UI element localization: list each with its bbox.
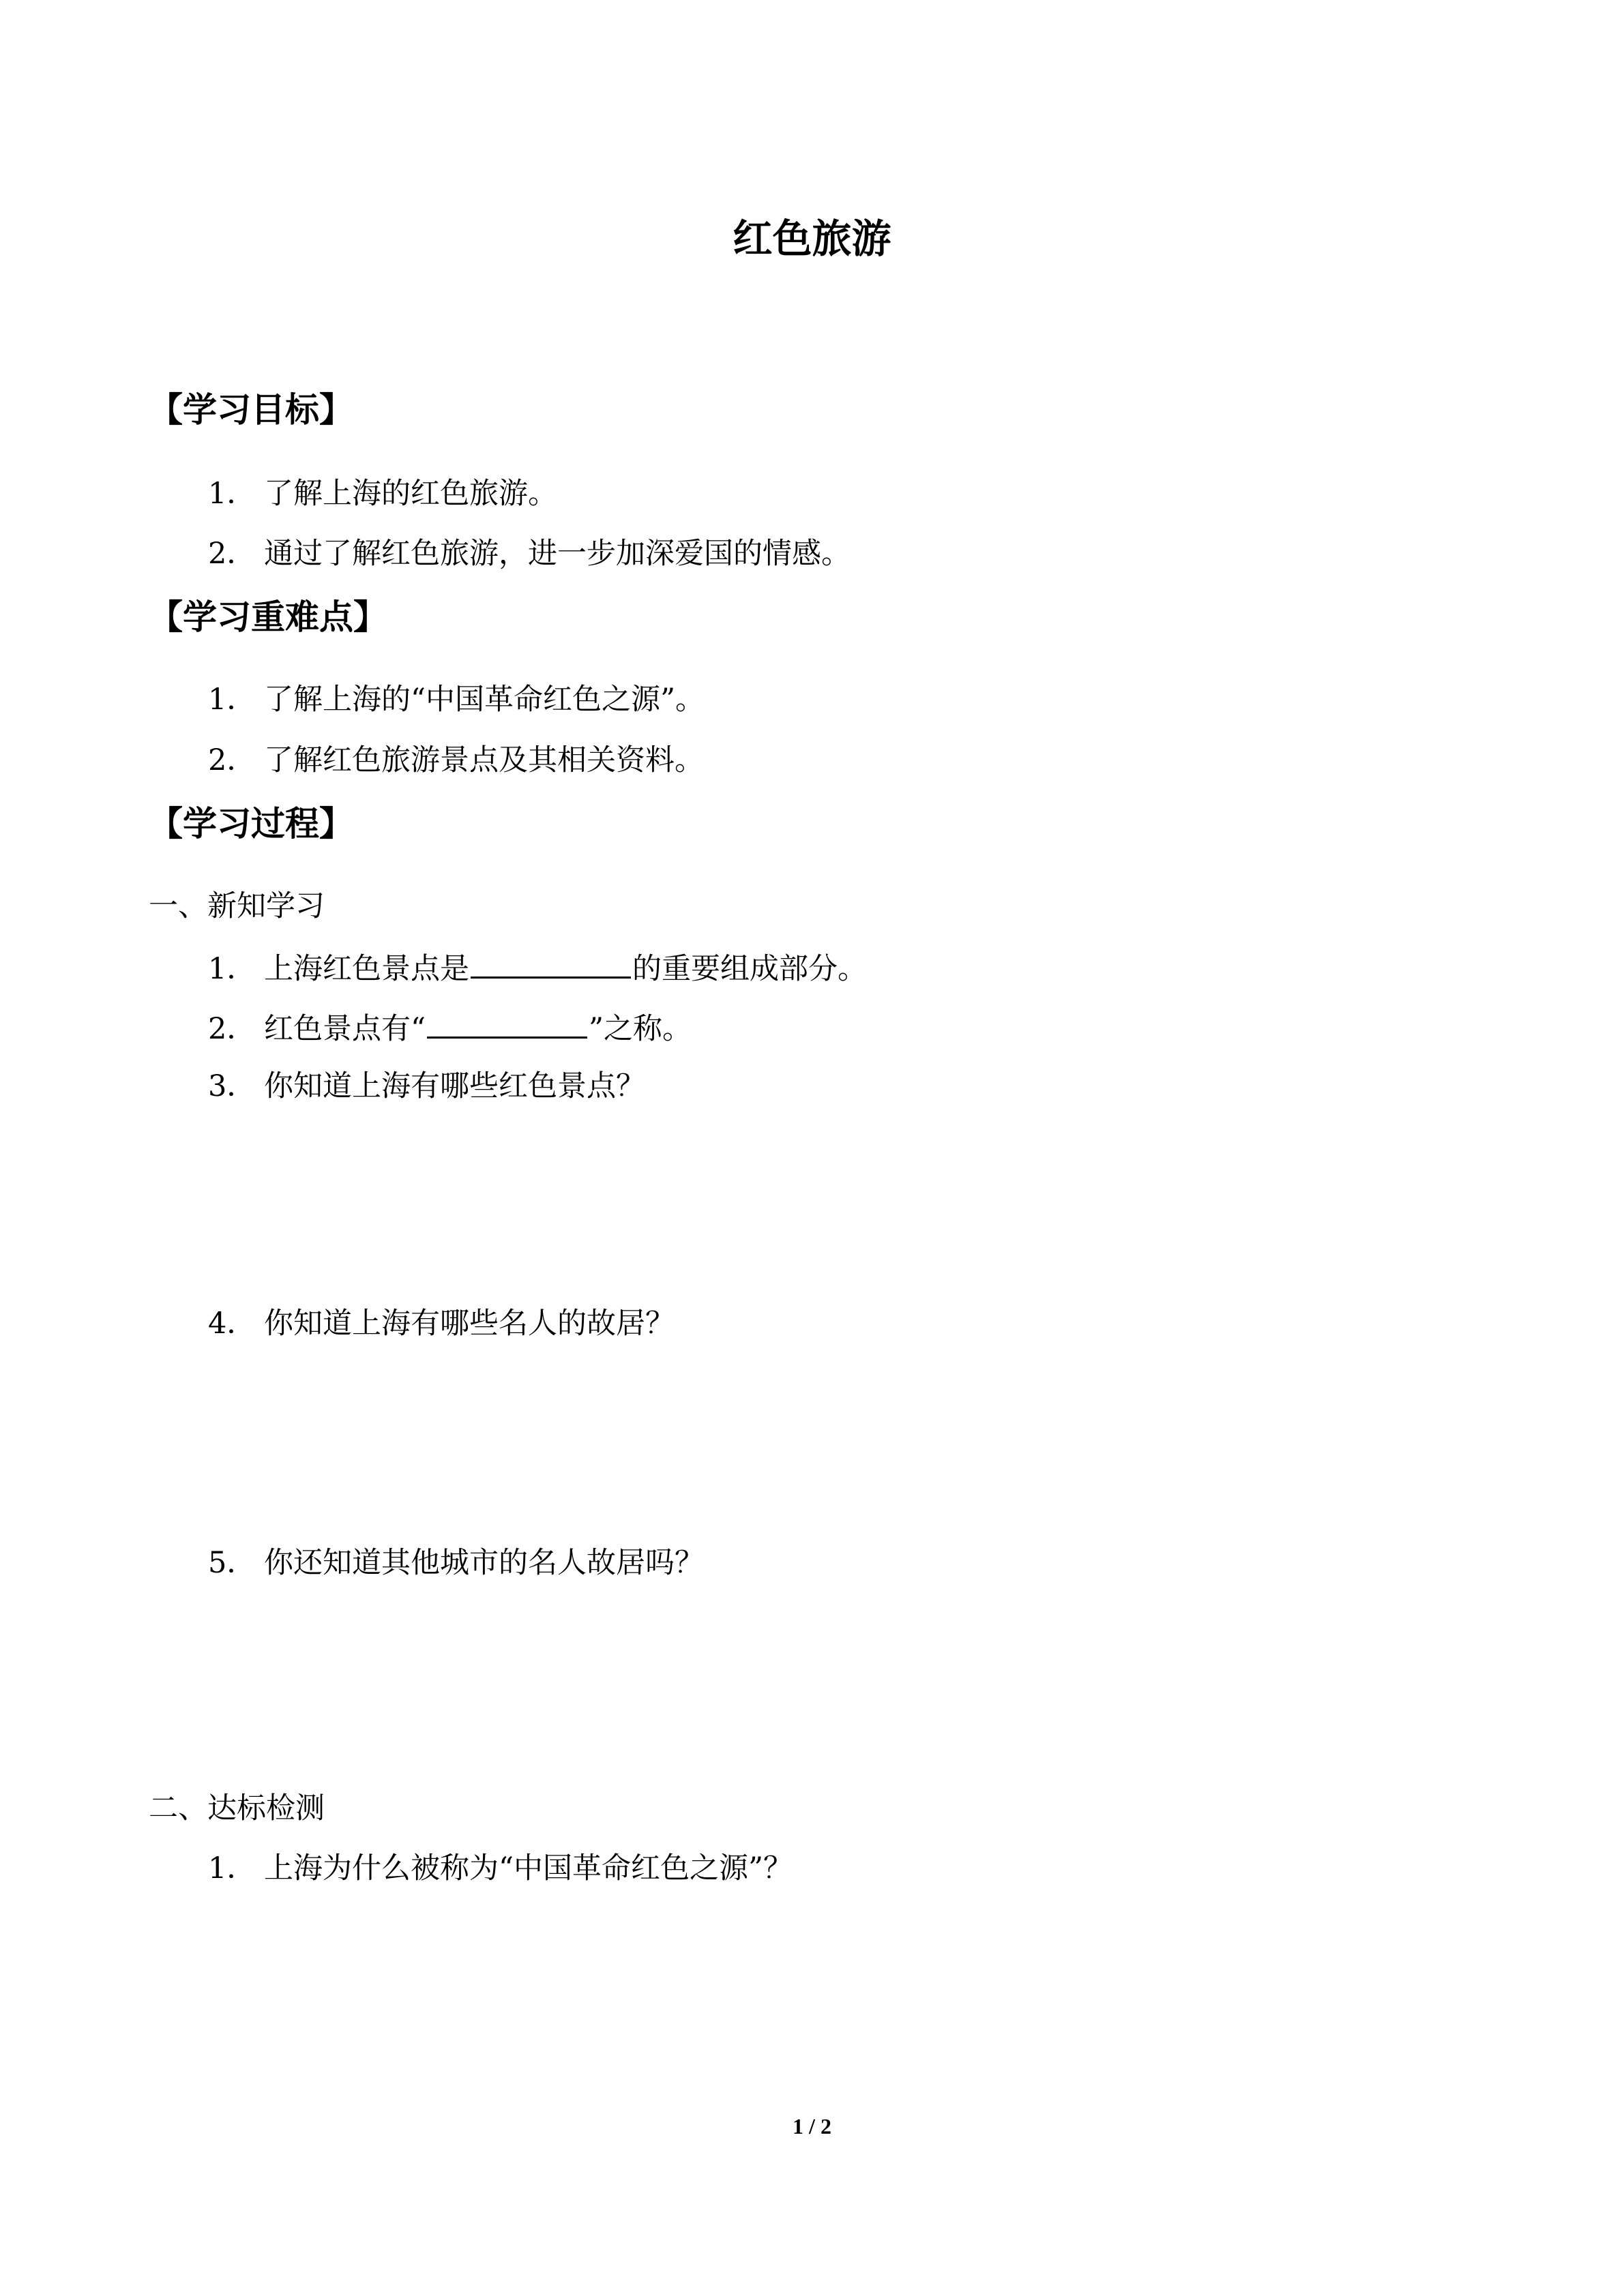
question-5-text: 你还知道其他城市的名人故居吗？ — [264, 1546, 704, 1580]
assessment-question-1 — [208, 1848, 793, 1889]
question-3-text: 你知道上海有哪些红色景点？ — [264, 1069, 645, 1103]
new-knowledge-question-5 — [208, 1542, 704, 1583]
question-3-number: 3． — [208, 1069, 256, 1103]
new-knowledge-question-1 — [208, 946, 867, 989]
fill-in-blank-1[interactable] — [471, 946, 631, 979]
assessment-question-1-text: 上海为什么被称为“中国革命红色之源”？ — [264, 1851, 793, 1885]
question-5-number: 5． — [208, 1546, 256, 1580]
objective-item-2-text: 通过了解红色旅游，进一步加深爱国的情感。 — [264, 537, 851, 571]
objective-item-1-text: 了解上海的红色旅游。 — [264, 477, 557, 511]
new-knowledge-question-2 — [208, 1007, 692, 1049]
question-4-text: 你知道上海有哪些名人的故居？ — [264, 1307, 675, 1341]
assessment-section-label: 二、达标检测 — [149, 1791, 325, 1825]
question-2-text-after: ”之称。 — [588, 1012, 692, 1046]
objective-item-2 — [208, 533, 851, 574]
question-4-number: 4． — [208, 1307, 256, 1341]
new-knowledge-section-label: 一、新知学习 — [149, 889, 325, 923]
key-point-item-2 — [208, 740, 704, 781]
key-point-item-1-number: 1． — [208, 683, 256, 717]
question-2-text-before: 红色景点有“ — [264, 1012, 426, 1046]
question-2-number: 2． — [208, 1012, 256, 1046]
objective-item-1 — [208, 473, 557, 514]
page-number: 1 / 2 — [793, 2114, 831, 2138]
assessment-question-1-number: 1． — [208, 1851, 256, 1885]
process-heading: 【学习过程】 — [149, 804, 353, 844]
key-point-item-2-text: 了解红色旅游景点及其相关资料。 — [264, 743, 704, 777]
fill-in-blank-2[interactable] — [427, 1007, 587, 1039]
objective-item-1-number: 1． — [208, 477, 256, 511]
question-1-text-before: 上海红色景点是 — [264, 952, 469, 986]
question-1-number: 1． — [208, 952, 256, 986]
new-knowledge-question-3 — [208, 1066, 645, 1107]
objective-item-2-number: 2． — [208, 537, 256, 571]
key-point-item-1-text: 了解上海的“中国革命红色之源”。 — [264, 683, 705, 717]
key-point-item-1 — [208, 679, 705, 720]
new-knowledge-question-4 — [208, 1303, 675, 1344]
key-point-item-2-number: 2． — [208, 743, 256, 777]
document-title: 红色旅游 — [733, 215, 891, 262]
key-points-heading: 【学习重难点】 — [149, 597, 387, 637]
objectives-heading: 【学习目标】 — [149, 390, 353, 430]
question-1-text-after: 的重要组成部分。 — [632, 952, 867, 986]
